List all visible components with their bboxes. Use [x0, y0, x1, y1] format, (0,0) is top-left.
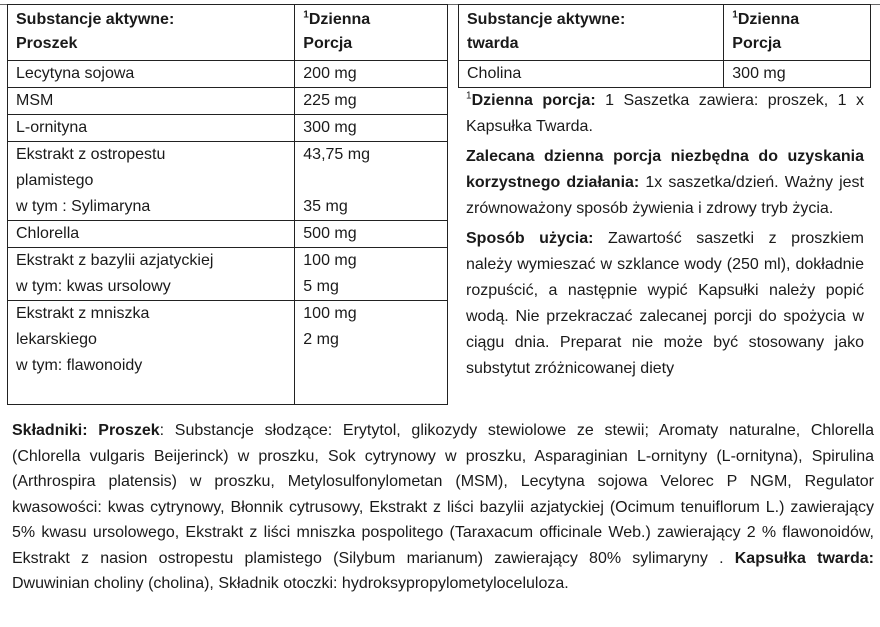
table-row	[8, 248, 448, 301]
usage-label: Sposób użycia:	[466, 230, 594, 247]
hard-capsule-active-substances-table	[458, 4, 871, 88]
recommended-portion-text: 1x saszetka/dzień. Ważny jest zrównoważony sposób żywienia i zdrowy tryb życia.	[466, 174, 865, 217]
table-row	[8, 61, 448, 88]
recommended-portion-note	[466, 144, 864, 222]
ingredients-capsule-label: Kapsułka twarda:	[734, 549, 875, 567]
powder-active-substances-table	[7, 4, 448, 405]
header-substances: Substancje aktywne: twarda	[459, 5, 724, 61]
hard-capsule-table-container	[458, 4, 871, 88]
header-daily-dose	[295, 5, 448, 61]
daily-portion-label: Dzienna porcja:	[471, 92, 596, 109]
substance-dose: 500 mg	[295, 221, 448, 248]
usage-instructions	[466, 226, 864, 382]
ingredients-powder-label: Składniki: Proszek	[12, 422, 160, 439]
header-substances: Substancje aktywne: Proszek	[8, 5, 295, 61]
substance-dose: 300 mg	[724, 61, 871, 88]
recommended-portion-label: Zalecana dzienna porcja niezbędna do uzyskania korzystnego działania:	[466, 148, 864, 191]
table-row	[8, 142, 448, 221]
table-row	[459, 61, 871, 88]
header-daily-dose-label: Dzienna Porcja	[303, 11, 371, 52]
table-header-row	[8, 5, 448, 61]
header-daily-dose	[724, 5, 871, 61]
daily-portion-note	[466, 88, 864, 140]
header-daily-dose-label: Dzienna Porcja	[732, 11, 800, 52]
usage-notes	[466, 88, 864, 386]
table-header-row	[459, 5, 871, 61]
substance-dose: 100 mg 2 mg	[295, 301, 448, 405]
powder-table-container	[7, 4, 448, 405]
substance-name: Ekstrakt z bazylii azjatyckiej w tym: kwas ursolowy	[8, 248, 295, 301]
table-row	[8, 301, 448, 405]
table-row	[8, 115, 448, 142]
footnote-marker: 1	[732, 9, 738, 21]
substance-name: Cholina	[459, 61, 724, 88]
substance-name: Ekstrakt z mniszka lekarskiego w tym: flawonoidy	[8, 301, 295, 405]
substance-dose: 300 mg	[295, 115, 448, 142]
substance-dose: 100 mg 5 mg	[295, 248, 448, 301]
substance-dose: 43,75 mg 35 mg	[295, 142, 448, 221]
substance-dose: 200 mg	[295, 61, 448, 88]
ingredients-powder-text: : Substancje słodzące: Erytytol, glikozydy stewiolowe ze stewii; Aromaty naturalne, Chlorella (Chlorella vulgaris Beijerinck) w proszku, Sok cytrynowy w proszku, Asparaginian L-ornityny (L-ornityna), Spirulina (Arthrospira platensis) w proszku, Metylosulfonylometan (MSM), Lecytyna sojowa Velorec P NGM, Regulator kwasowości: kwas cytrynowy, Błonnik cytrusowy, Ekstrakt z liści bazylii azjatyckiej (Ocimum tenuiflorum L.) zawierający 5% kwasu ursolowego, Ekstrakt z liści mniszka pospolitego (Taraxacum officinale Web.) zawierający 2 % flawonoidów, Ekstrakt z nasion ostropestu plamistego (Silybum marianum) zawierający 80% sylimaryny .	[12, 422, 874, 567]
substance-name: Chlorella	[8, 221, 295, 248]
substance-dose: 225 mg	[295, 88, 448, 115]
ingredients-capsule-text: Dwuwinian choliny (cholina), Składnik otoczki: hydroksypropylometyloceluloza.	[12, 575, 569, 592]
daily-portion-text: 1 Saszetka zawiera: proszek, 1 x Kapsułka Twarda.	[466, 92, 865, 135]
footnote-marker: 1	[303, 9, 309, 21]
table-row	[8, 88, 448, 115]
footnote-marker: 1	[466, 90, 472, 102]
ingredients-paragraph	[12, 418, 874, 597]
substance-name: MSM	[8, 88, 295, 115]
substance-name: Lecytyna sojowa	[8, 61, 295, 88]
usage-text: Zawartość saszetki z proszkiem należy wymieszać w szklance wody (250 ml), dokładnie rozpuścić, a następnie wypić Kapsułki należy popić wodą. Nie przekraczać zalecanej porcji do spożycia w ciągu dnia. Preparat nie może być stosowany jako substytut zróżnicowanej diety	[466, 230, 865, 377]
table-row	[8, 221, 448, 248]
substance-name: L-ornityna	[8, 115, 295, 142]
substance-name: Ekstrakt z ostropestu plamistego w tym : Sylimaryna	[8, 142, 295, 221]
